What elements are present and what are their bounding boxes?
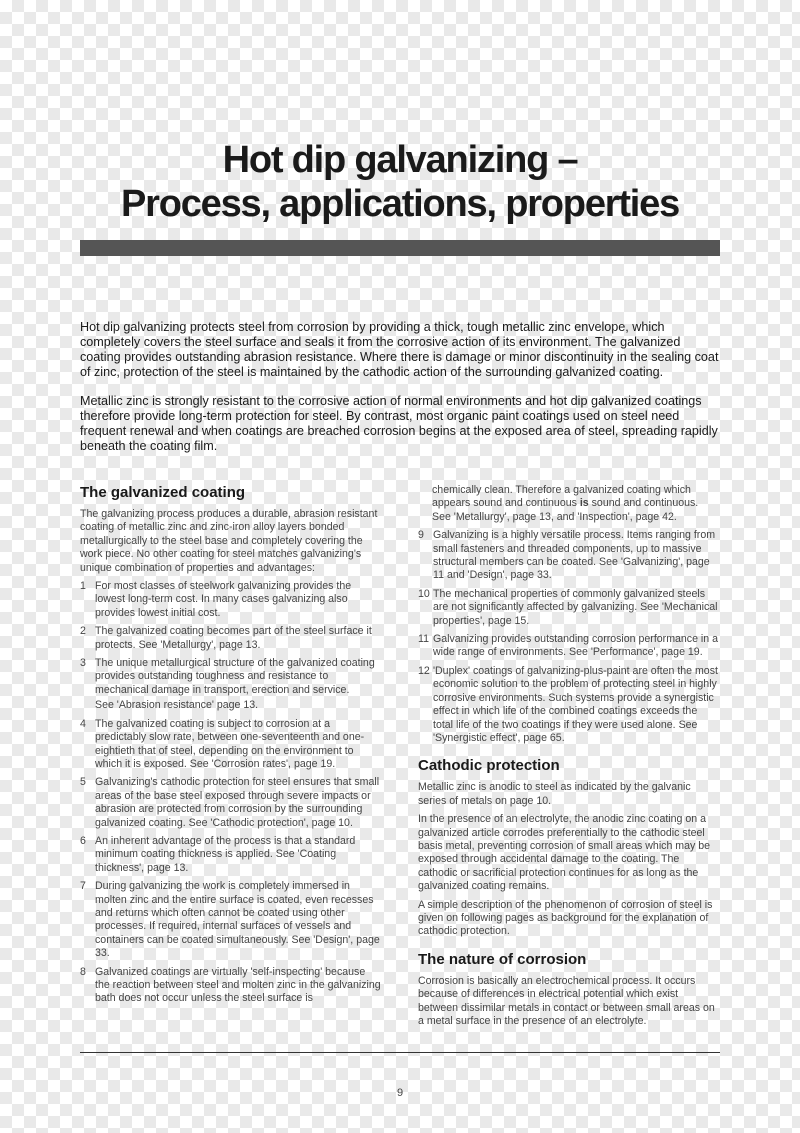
list-item [80, 718, 382, 772]
list-item-text: For most classes of steelwork galvanizing provides the lowest long-term cost. In many cases galvanizing also provides lowest initial cost. [95, 580, 352, 619]
page-title [70, 138, 730, 226]
list-item-text: Galvanizing's cathodic protection for steel ensures that small areas of the base steel exposed through severe impacts or abrasion are protected from corrosion by the surrounding galvanized coating. See 'Cathodic protection', page 10. [95, 776, 380, 829]
list-item-text: During galvanizing the work is completely immersed in molten zinc and the entire surface is coated, even recesses and returns which often cannot be coated using other processes. If required, internal surfaces of vessels and containers can be coated simultaneously. See 'Design', page 33. [95, 880, 380, 960]
right-column [418, 484, 720, 1033]
left-column [80, 482, 382, 1011]
list-item-text: An inherent advantage of the process is that a standard minimum coating thickness is applied. See 'Coating thickness', page 13. [95, 834, 356, 874]
list-item-number: 9 [418, 529, 424, 542]
footer-divider [80, 1052, 720, 1053]
list-item-number: 11 [418, 633, 429, 646]
list-item-number: 10 [418, 587, 430, 600]
list-item-number: 2 [80, 625, 86, 638]
list-item-number: 7 [80, 880, 86, 893]
section-heading-nature-of-corrosion: The nature of corrosion [418, 950, 587, 968]
list-item [418, 665, 720, 745]
intro-paragraph: Hot dip galvanizing protects steel from corrosion by providing a thick, tough metallic zinc envelope, which completely covers the steel surface and seals it from the corrosive action of its environment. The galvanized coating provides outstanding abrasion resistance. Where there is damage or minor discontinuity in the sealing coat of zinc, protection of the steel is maintained by the cathodic action of the surrounding galvanized coating. [80, 320, 719, 379]
list-item [418, 529, 720, 583]
list-item-number: 4 [80, 717, 86, 730]
page-number: 9 [396, 1087, 404, 1099]
list-item-number: 1 [80, 580, 86, 593]
intro-paragraph: Metallic zinc is strongly resistant to the corrosive action of normal environments and hot dip galvanized coatings therefore provide long-term protection for steel. By contrast, most organic paint coatings used on steel need frequent renewal and when coatings are breached corrosion begins at the exposed area of steel, spreading rapidly beneath the coating film. [80, 394, 718, 453]
title-line-2: Process, applications, properties [120, 183, 680, 225]
list-item-text: Galvanized coatings are virtually 'self-inspecting' because the reaction between steel and molten zinc in the galvanizing bath does not occur unless the steel surface is [95, 965, 381, 1005]
section-heading-galvanized-coating: The galvanized coating [80, 484, 246, 501]
intro-section [80, 320, 720, 468]
cathodic-paragraph: Metallic zinc is anodic to steel as indicated by the galvanic series of metals on page 10. [418, 781, 691, 807]
list-item [80, 580, 382, 620]
coating-lead-paragraph: The galvanizing process produces a durable, abrasion resistant coating of metallic zinc and zinc-iron alloy layers bonded metallurgically to the steel base and completely covering the work piece. No other coating for steel matches galvanizing's unique combination of properties and advantages: [80, 508, 378, 574]
list-item-number: 12 [418, 664, 430, 677]
list-item-number: 6 [80, 834, 86, 847]
list-item-number: 5 [80, 776, 86, 789]
list-item-text: Galvanizing is a highly versatile process. Items ranging from small fasteners and threaded components, up to massive structural members can be coated. See 'Galvanizing', page 11 and 'Design', page 33. [433, 529, 716, 582]
list-item [80, 835, 382, 875]
continuation-text: sound and continuous. See 'Metallurgy', page 13, and 'Inspection', page 42. [432, 497, 699, 523]
cathodic-paragraph: A simple description of the phenomenon of corrosion of steel is given on following pages as background for the explanation of cathodic protection. [418, 898, 713, 938]
list-item-text: The mechanical properties of commonly galvanized steels are not significantly affected by galvanizing. See 'Mechanical properties', page 15. [433, 587, 718, 627]
continuation-emphasis: is [579, 497, 589, 510]
title-divider-bar [80, 240, 720, 256]
list-item [80, 966, 382, 1006]
continuation-text: chemically clean. Therefore a galvanized coating which appears sound and continuous [432, 484, 691, 510]
advantages-list [80, 580, 382, 1006]
list-item [80, 880, 382, 960]
list-item [80, 776, 382, 830]
section-heading-cathodic-protection: Cathodic protection [418, 757, 560, 775]
advantages-list-continued [418, 529, 720, 745]
list-item-text: The galvanized coating becomes part of the steel surface it protects. See 'Metallurgy', page 13. [95, 625, 372, 651]
list-item-8-continuation [432, 484, 720, 524]
list-item-text: Galvanizing provides outstanding corrosion performance in a wide range of environments. See 'Performance', page 19. [433, 633, 719, 659]
list-item-reference: See 'Abrasion resistance' page 13. [95, 699, 259, 712]
list-item-number: 8 [80, 965, 86, 978]
list-item-text: The galvanized coating is subject to corrosion at a predictably slow rate, between one-seventeenth and one-eightieth that of steel, depending on the environment to which it is exposed. See 'Corrosion rates', page 19. [95, 717, 365, 770]
list-item-text: The unique metallurgical structure of the galvanized coating provides outstanding toughness and resistance to mechanical damage in transport, erection and service. [95, 657, 375, 696]
list-item-text: 'Duplex' coatings of galvanizing-plus-paint are often the most economic solution to the problem of protecting steel in highly corrosive environments. Such systems provide a synergistic effect in which life of the combined coatings exceeds the total life of the two coatings if they were used alone. See 'Synergistic effect', page 65. [433, 664, 718, 744]
list-item [80, 657, 382, 713]
cathodic-paragraph: In the presence of an electrolyte, the anodic zinc coating on a galvanized article corrodes preferentially to the cathodic steel basis metal, preventing corrosion of small areas which may be exposed through accidental damage to the coating. The cathodic or sacrificial protection continues for as long as the galvanized coating remains. [418, 813, 711, 893]
corrosion-paragraph: Corrosion is basically an electrochemical process. It occurs because of differences in electrical potential which exist between dissimilar metals in contact or between small areas on a metal surface in the presence of an electrolyte. [418, 974, 715, 1027]
list-item [418, 588, 720, 628]
list-item-number: 3 [80, 657, 86, 670]
list-item [418, 633, 720, 660]
title-line-1: Hot dip galvanizing – [222, 139, 578, 181]
list-item [80, 625, 382, 652]
